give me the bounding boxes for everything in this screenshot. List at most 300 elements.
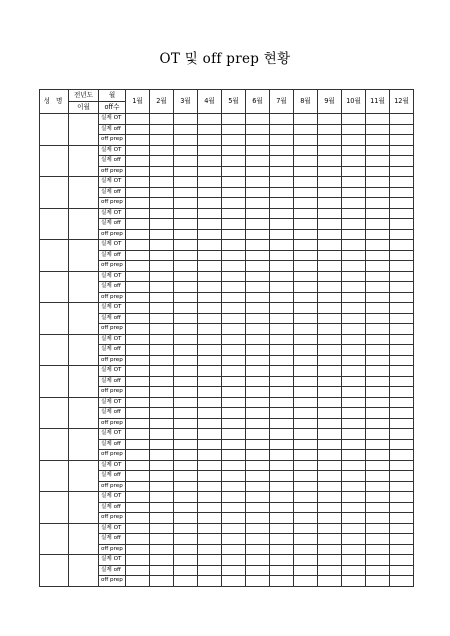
- month-value-cell[interactable]: [318, 376, 342, 387]
- month-value-cell[interactable]: [294, 240, 318, 251]
- month-value-cell[interactable]: [366, 208, 390, 219]
- month-value-cell[interactable]: [318, 345, 342, 356]
- month-value-cell[interactable]: [318, 135, 342, 146]
- carryover-cell[interactable]: [69, 429, 99, 461]
- month-value-cell[interactable]: [270, 135, 294, 146]
- month-value-cell[interactable]: [294, 555, 318, 566]
- employee-name-cell[interactable]: [40, 114, 69, 146]
- month-value-cell[interactable]: [246, 366, 270, 377]
- employee-name-cell[interactable]: [40, 334, 69, 366]
- month-value-cell[interactable]: [342, 156, 366, 167]
- month-value-cell[interactable]: [390, 250, 414, 261]
- month-value-cell[interactable]: [150, 261, 174, 272]
- month-value-cell[interactable]: [294, 439, 318, 450]
- month-value-cell[interactable]: [126, 292, 150, 303]
- month-value-cell[interactable]: [294, 366, 318, 377]
- month-value-cell[interactable]: [390, 408, 414, 419]
- month-value-cell[interactable]: [294, 481, 318, 492]
- month-value-cell[interactable]: [198, 408, 222, 419]
- month-value-cell[interactable]: [246, 439, 270, 450]
- month-value-cell[interactable]: [126, 544, 150, 555]
- month-value-cell[interactable]: [150, 282, 174, 293]
- carryover-cell[interactable]: [69, 492, 99, 524]
- month-value-cell[interactable]: [390, 303, 414, 314]
- month-value-cell[interactable]: [126, 534, 150, 545]
- month-value-cell[interactable]: [318, 544, 342, 555]
- month-value-cell[interactable]: [390, 523, 414, 534]
- month-value-cell[interactable]: [222, 502, 246, 513]
- month-value-cell[interactable]: [222, 471, 246, 482]
- month-value-cell[interactable]: [198, 565, 222, 576]
- month-value-cell[interactable]: [198, 261, 222, 272]
- month-value-cell[interactable]: [246, 523, 270, 534]
- month-value-cell[interactable]: [174, 135, 198, 146]
- month-value-cell[interactable]: [270, 145, 294, 156]
- month-value-cell[interactable]: [222, 408, 246, 419]
- month-value-cell[interactable]: [390, 534, 414, 545]
- month-value-cell[interactable]: [150, 471, 174, 482]
- month-value-cell[interactable]: [294, 544, 318, 555]
- month-value-cell[interactable]: [174, 124, 198, 135]
- month-value-cell[interactable]: [222, 145, 246, 156]
- month-value-cell[interactable]: [390, 418, 414, 429]
- month-value-cell[interactable]: [294, 271, 318, 282]
- month-value-cell[interactable]: [198, 313, 222, 324]
- month-value-cell[interactable]: [198, 240, 222, 251]
- month-value-cell[interactable]: [174, 292, 198, 303]
- carryover-cell[interactable]: [69, 208, 99, 240]
- month-value-cell[interactable]: [126, 565, 150, 576]
- month-value-cell[interactable]: [174, 481, 198, 492]
- month-value-cell[interactable]: [150, 366, 174, 377]
- month-value-cell[interactable]: [270, 544, 294, 555]
- month-value-cell[interactable]: [174, 219, 198, 230]
- month-value-cell[interactable]: [342, 282, 366, 293]
- month-value-cell[interactable]: [342, 219, 366, 230]
- month-value-cell[interactable]: [294, 355, 318, 366]
- month-value-cell[interactable]: [270, 366, 294, 377]
- month-value-cell[interactable]: [366, 523, 390, 534]
- month-value-cell[interactable]: [174, 471, 198, 482]
- carryover-cell[interactable]: [69, 334, 99, 366]
- month-value-cell[interactable]: [342, 534, 366, 545]
- month-value-cell[interactable]: [222, 513, 246, 524]
- month-value-cell[interactable]: [270, 282, 294, 293]
- month-value-cell[interactable]: [390, 282, 414, 293]
- month-value-cell[interactable]: [198, 324, 222, 335]
- month-value-cell[interactable]: [294, 261, 318, 272]
- month-value-cell[interactable]: [222, 481, 246, 492]
- month-value-cell[interactable]: [390, 313, 414, 324]
- month-value-cell[interactable]: [222, 397, 246, 408]
- month-value-cell[interactable]: [150, 303, 174, 314]
- month-value-cell[interactable]: [342, 429, 366, 440]
- month-value-cell[interactable]: [390, 271, 414, 282]
- month-value-cell[interactable]: [150, 502, 174, 513]
- month-value-cell[interactable]: [126, 366, 150, 377]
- month-value-cell[interactable]: [342, 240, 366, 251]
- month-value-cell[interactable]: [174, 324, 198, 335]
- month-value-cell[interactable]: [294, 177, 318, 188]
- month-value-cell[interactable]: [390, 450, 414, 461]
- month-value-cell[interactable]: [246, 408, 270, 419]
- month-value-cell[interactable]: [174, 334, 198, 345]
- month-value-cell[interactable]: [126, 166, 150, 177]
- month-value-cell[interactable]: [366, 418, 390, 429]
- month-value-cell[interactable]: [198, 124, 222, 135]
- month-value-cell[interactable]: [366, 502, 390, 513]
- month-value-cell[interactable]: [294, 324, 318, 335]
- month-value-cell[interactable]: [318, 418, 342, 429]
- month-value-cell[interactable]: [318, 261, 342, 272]
- month-value-cell[interactable]: [174, 523, 198, 534]
- month-value-cell[interactable]: [174, 313, 198, 324]
- carryover-cell[interactable]: [69, 271, 99, 303]
- month-value-cell[interactable]: [150, 324, 174, 335]
- month-value-cell[interactable]: [150, 534, 174, 545]
- month-value-cell[interactable]: [366, 376, 390, 387]
- month-value-cell[interactable]: [318, 271, 342, 282]
- month-value-cell[interactable]: [246, 397, 270, 408]
- month-value-cell[interactable]: [198, 177, 222, 188]
- month-value-cell[interactable]: [222, 544, 246, 555]
- month-value-cell[interactable]: [270, 313, 294, 324]
- month-value-cell[interactable]: [342, 513, 366, 524]
- carryover-cell[interactable]: [69, 397, 99, 429]
- month-value-cell[interactable]: [126, 387, 150, 398]
- month-value-cell[interactable]: [126, 376, 150, 387]
- month-value-cell[interactable]: [126, 460, 150, 471]
- month-value-cell[interactable]: [342, 502, 366, 513]
- month-value-cell[interactable]: [198, 282, 222, 293]
- month-value-cell[interactable]: [390, 471, 414, 482]
- month-value-cell[interactable]: [366, 219, 390, 230]
- employee-name-cell[interactable]: [40, 492, 69, 524]
- month-value-cell[interactable]: [294, 135, 318, 146]
- month-value-cell[interactable]: [366, 355, 390, 366]
- month-value-cell[interactable]: [390, 177, 414, 188]
- month-value-cell[interactable]: [390, 166, 414, 177]
- month-value-cell[interactable]: [294, 303, 318, 314]
- month-value-cell[interactable]: [150, 292, 174, 303]
- month-value-cell[interactable]: [174, 114, 198, 125]
- month-value-cell[interactable]: [366, 334, 390, 345]
- month-value-cell[interactable]: [174, 513, 198, 524]
- month-value-cell[interactable]: [318, 565, 342, 576]
- month-value-cell[interactable]: [366, 471, 390, 482]
- month-value-cell[interactable]: [342, 145, 366, 156]
- month-value-cell[interactable]: [246, 492, 270, 503]
- month-value-cell[interactable]: [198, 576, 222, 587]
- month-value-cell[interactable]: [222, 208, 246, 219]
- carryover-cell[interactable]: [69, 177, 99, 209]
- month-value-cell[interactable]: [198, 534, 222, 545]
- month-value-cell[interactable]: [246, 429, 270, 440]
- month-value-cell[interactable]: [318, 282, 342, 293]
- month-value-cell[interactable]: [318, 355, 342, 366]
- month-value-cell[interactable]: [174, 544, 198, 555]
- month-value-cell[interactable]: [150, 576, 174, 587]
- month-value-cell[interactable]: [342, 313, 366, 324]
- month-value-cell[interactable]: [270, 387, 294, 398]
- month-value-cell[interactable]: [366, 156, 390, 167]
- month-value-cell[interactable]: [198, 250, 222, 261]
- month-value-cell[interactable]: [198, 366, 222, 377]
- month-value-cell[interactable]: [318, 177, 342, 188]
- month-value-cell[interactable]: [174, 366, 198, 377]
- month-value-cell[interactable]: [246, 261, 270, 272]
- month-value-cell[interactable]: [270, 523, 294, 534]
- month-value-cell[interactable]: [294, 145, 318, 156]
- month-value-cell[interactable]: [270, 208, 294, 219]
- month-value-cell[interactable]: [294, 429, 318, 440]
- month-value-cell[interactable]: [270, 471, 294, 482]
- month-value-cell[interactable]: [366, 387, 390, 398]
- month-value-cell[interactable]: [318, 439, 342, 450]
- month-value-cell[interactable]: [174, 282, 198, 293]
- month-value-cell[interactable]: [174, 166, 198, 177]
- month-value-cell[interactable]: [150, 229, 174, 240]
- month-value-cell[interactable]: [246, 303, 270, 314]
- month-value-cell[interactable]: [150, 481, 174, 492]
- month-value-cell[interactable]: [270, 292, 294, 303]
- month-value-cell[interactable]: [366, 439, 390, 450]
- month-value-cell[interactable]: [126, 135, 150, 146]
- month-value-cell[interactable]: [318, 481, 342, 492]
- month-value-cell[interactable]: [318, 250, 342, 261]
- month-value-cell[interactable]: [294, 334, 318, 345]
- month-value-cell[interactable]: [246, 376, 270, 387]
- carryover-cell[interactable]: [69, 523, 99, 555]
- month-value-cell[interactable]: [222, 292, 246, 303]
- month-value-cell[interactable]: [222, 240, 246, 251]
- month-value-cell[interactable]: [246, 502, 270, 513]
- month-value-cell[interactable]: [126, 156, 150, 167]
- month-value-cell[interactable]: [126, 450, 150, 461]
- month-value-cell[interactable]: [126, 313, 150, 324]
- month-value-cell[interactable]: [342, 471, 366, 482]
- month-value-cell[interactable]: [150, 250, 174, 261]
- month-value-cell[interactable]: [246, 313, 270, 324]
- month-value-cell[interactable]: [270, 450, 294, 461]
- month-value-cell[interactable]: [342, 450, 366, 461]
- month-value-cell[interactable]: [318, 397, 342, 408]
- carryover-cell[interactable]: [69, 240, 99, 272]
- month-value-cell[interactable]: [390, 156, 414, 167]
- month-value-cell[interactable]: [222, 313, 246, 324]
- month-value-cell[interactable]: [246, 324, 270, 335]
- month-value-cell[interactable]: [342, 177, 366, 188]
- month-value-cell[interactable]: [126, 513, 150, 524]
- month-value-cell[interactable]: [246, 513, 270, 524]
- month-value-cell[interactable]: [150, 166, 174, 177]
- month-value-cell[interactable]: [126, 439, 150, 450]
- month-value-cell[interactable]: [366, 229, 390, 240]
- employee-name-cell[interactable]: [40, 397, 69, 429]
- month-value-cell[interactable]: [294, 282, 318, 293]
- month-value-cell[interactable]: [390, 334, 414, 345]
- month-value-cell[interactable]: [246, 334, 270, 345]
- month-value-cell[interactable]: [342, 460, 366, 471]
- month-value-cell[interactable]: [270, 460, 294, 471]
- month-value-cell[interactable]: [150, 387, 174, 398]
- month-value-cell[interactable]: [390, 219, 414, 230]
- month-value-cell[interactable]: [270, 271, 294, 282]
- month-value-cell[interactable]: [198, 156, 222, 167]
- month-value-cell[interactable]: [366, 124, 390, 135]
- month-value-cell[interactable]: [150, 156, 174, 167]
- month-value-cell[interactable]: [198, 187, 222, 198]
- month-value-cell[interactable]: [246, 250, 270, 261]
- month-value-cell[interactable]: [318, 292, 342, 303]
- month-value-cell[interactable]: [294, 534, 318, 545]
- employee-name-cell[interactable]: [40, 145, 69, 177]
- month-value-cell[interactable]: [318, 408, 342, 419]
- month-value-cell[interactable]: [174, 198, 198, 209]
- month-value-cell[interactable]: [174, 345, 198, 356]
- month-value-cell[interactable]: [270, 324, 294, 335]
- month-value-cell[interactable]: [318, 334, 342, 345]
- month-value-cell[interactable]: [390, 208, 414, 219]
- month-value-cell[interactable]: [294, 208, 318, 219]
- month-value-cell[interactable]: [174, 355, 198, 366]
- month-value-cell[interactable]: [366, 481, 390, 492]
- month-value-cell[interactable]: [222, 345, 246, 356]
- month-value-cell[interactable]: [390, 355, 414, 366]
- month-value-cell[interactable]: [366, 534, 390, 545]
- month-value-cell[interactable]: [342, 187, 366, 198]
- month-value-cell[interactable]: [150, 523, 174, 534]
- month-value-cell[interactable]: [246, 282, 270, 293]
- month-value-cell[interactable]: [150, 450, 174, 461]
- month-value-cell[interactable]: [318, 460, 342, 471]
- month-value-cell[interactable]: [174, 534, 198, 545]
- month-value-cell[interactable]: [294, 565, 318, 576]
- month-value-cell[interactable]: [222, 187, 246, 198]
- month-value-cell[interactable]: [174, 145, 198, 156]
- month-value-cell[interactable]: [270, 114, 294, 125]
- month-value-cell[interactable]: [270, 250, 294, 261]
- month-value-cell[interactable]: [342, 166, 366, 177]
- month-value-cell[interactable]: [150, 219, 174, 230]
- month-value-cell[interactable]: [390, 544, 414, 555]
- month-value-cell[interactable]: [246, 555, 270, 566]
- month-value-cell[interactable]: [270, 355, 294, 366]
- employee-name-cell[interactable]: [40, 303, 69, 335]
- month-value-cell[interactable]: [198, 460, 222, 471]
- month-value-cell[interactable]: [390, 187, 414, 198]
- month-value-cell[interactable]: [150, 460, 174, 471]
- employee-name-cell[interactable]: [40, 366, 69, 398]
- month-value-cell[interactable]: [270, 156, 294, 167]
- month-value-cell[interactable]: [174, 418, 198, 429]
- month-value-cell[interactable]: [270, 534, 294, 545]
- month-value-cell[interactable]: [246, 534, 270, 545]
- month-value-cell[interactable]: [390, 397, 414, 408]
- month-value-cell[interactable]: [246, 345, 270, 356]
- month-value-cell[interactable]: [342, 439, 366, 450]
- month-value-cell[interactable]: [342, 523, 366, 534]
- month-value-cell[interactable]: [150, 345, 174, 356]
- month-value-cell[interactable]: [270, 261, 294, 272]
- month-value-cell[interactable]: [294, 219, 318, 230]
- month-value-cell[interactable]: [126, 355, 150, 366]
- month-value-cell[interactable]: [198, 471, 222, 482]
- month-value-cell[interactable]: [150, 397, 174, 408]
- month-value-cell[interactable]: [342, 324, 366, 335]
- month-value-cell[interactable]: [294, 345, 318, 356]
- month-value-cell[interactable]: [246, 355, 270, 366]
- carryover-cell[interactable]: [69, 145, 99, 177]
- month-value-cell[interactable]: [318, 114, 342, 125]
- month-value-cell[interactable]: [174, 502, 198, 513]
- employee-name-cell[interactable]: [40, 555, 69, 587]
- month-value-cell[interactable]: [222, 334, 246, 345]
- month-value-cell[interactable]: [150, 271, 174, 282]
- month-value-cell[interactable]: [198, 387, 222, 398]
- month-value-cell[interactable]: [294, 523, 318, 534]
- month-value-cell[interactable]: [294, 124, 318, 135]
- month-value-cell[interactable]: [366, 313, 390, 324]
- month-value-cell[interactable]: [294, 576, 318, 587]
- month-value-cell[interactable]: [174, 408, 198, 419]
- month-value-cell[interactable]: [366, 492, 390, 503]
- month-value-cell[interactable]: [198, 513, 222, 524]
- month-value-cell[interactable]: [390, 229, 414, 240]
- month-value-cell[interactable]: [222, 534, 246, 545]
- month-value-cell[interactable]: [222, 355, 246, 366]
- month-value-cell[interactable]: [318, 471, 342, 482]
- month-value-cell[interactable]: [342, 397, 366, 408]
- month-value-cell[interactable]: [222, 124, 246, 135]
- month-value-cell[interactable]: [270, 397, 294, 408]
- month-value-cell[interactable]: [198, 523, 222, 534]
- month-value-cell[interactable]: [126, 261, 150, 272]
- month-value-cell[interactable]: [246, 292, 270, 303]
- month-value-cell[interactable]: [174, 492, 198, 503]
- month-value-cell[interactable]: [294, 313, 318, 324]
- month-value-cell[interactable]: [294, 376, 318, 387]
- month-value-cell[interactable]: [318, 240, 342, 251]
- month-value-cell[interactable]: [390, 376, 414, 387]
- month-value-cell[interactable]: [342, 124, 366, 135]
- month-value-cell[interactable]: [174, 303, 198, 314]
- month-value-cell[interactable]: [126, 523, 150, 534]
- month-value-cell[interactable]: [198, 271, 222, 282]
- employee-name-cell[interactable]: [40, 208, 69, 240]
- month-value-cell[interactable]: [390, 345, 414, 356]
- month-value-cell[interactable]: [150, 124, 174, 135]
- month-value-cell[interactable]: [150, 145, 174, 156]
- month-value-cell[interactable]: [390, 366, 414, 377]
- month-value-cell[interactable]: [222, 229, 246, 240]
- month-value-cell[interactable]: [174, 460, 198, 471]
- month-value-cell[interactable]: [342, 345, 366, 356]
- month-value-cell[interactable]: [246, 460, 270, 471]
- month-value-cell[interactable]: [246, 198, 270, 209]
- month-value-cell[interactable]: [246, 240, 270, 251]
- month-value-cell[interactable]: [390, 114, 414, 125]
- month-value-cell[interactable]: [126, 334, 150, 345]
- month-value-cell[interactable]: [126, 208, 150, 219]
- month-value-cell[interactable]: [366, 429, 390, 440]
- month-value-cell[interactable]: [270, 408, 294, 419]
- month-value-cell[interactable]: [126, 492, 150, 503]
- month-value-cell[interactable]: [342, 229, 366, 240]
- month-value-cell[interactable]: [318, 145, 342, 156]
- month-value-cell[interactable]: [270, 345, 294, 356]
- employee-name-cell[interactable]: [40, 271, 69, 303]
